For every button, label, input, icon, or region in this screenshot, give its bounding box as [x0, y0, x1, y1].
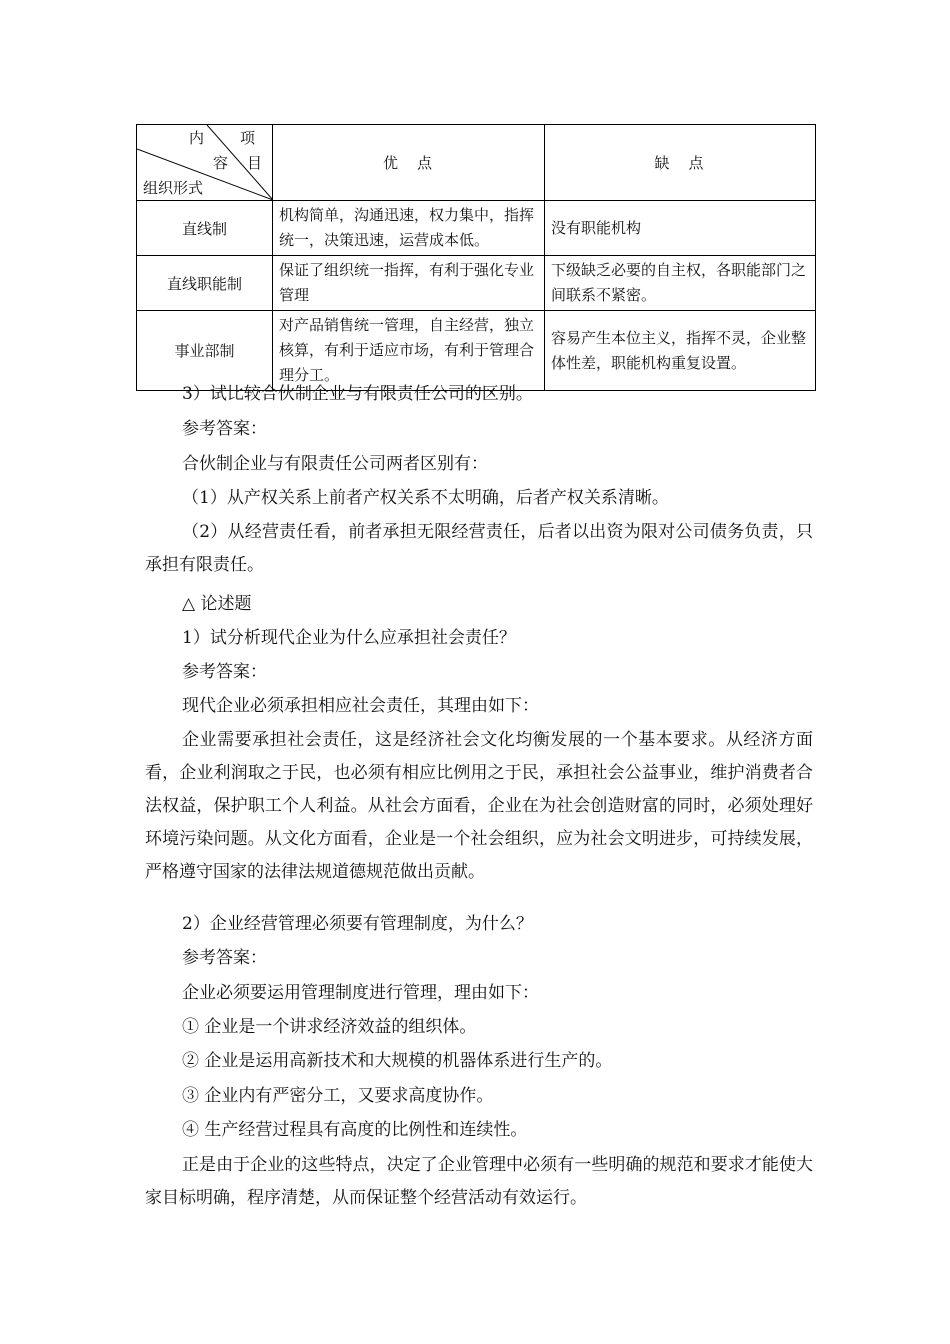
- answer-intro: 合伙制企业与有限责任公司两者区别有：: [182, 454, 488, 474]
- diagonal-header-cell: [137, 125, 273, 201]
- essay-question-1: 1）试分析现代企业为什么应承担社会责任？: [182, 628, 516, 648]
- row-advantages: 对产品销售统一管理，自主经营，独立核算，有利于适应市场，有利于管理合理分工。: [273, 311, 545, 391]
- reason-item-4: ④ 生产经营过程具有高度的比例性和连续性。: [182, 1120, 528, 1140]
- header-advantages: 优 点: [273, 125, 545, 201]
- answer-point-2: （2）从经营责任看，前者承担无限经营责任，后者以出资为限对公司债务负责，只承担有限责任。: [145, 522, 813, 575]
- diag-label-rong: 容: [213, 154, 229, 172]
- diag-label-mu: 目: [247, 154, 263, 172]
- row-disadvantages: 下级缺乏必要的自主权，各职能部门之间联系不紧密。: [545, 256, 816, 311]
- reason-item-3: ③ 企业内有严密分工，又要求高度协作。: [182, 1086, 494, 1106]
- question-3-heading: 3）试比较合伙制企业与有限责任公司的区别。: [182, 384, 533, 404]
- answer-intro: 现代企业必须承担相应社会责任，其理由如下：: [182, 696, 539, 716]
- section-essay-heading: △ 论述题: [182, 594, 252, 614]
- table-row: [137, 256, 816, 311]
- conclusion-paragraph: 正是由于企业的这些特点，决定了企业管理中必须有一些明确的规范和要求才能使大家目标明确，程序清楚，从而保证整个经营活动有效运行。: [145, 1155, 813, 1208]
- diag-label-nei: 内: [189, 129, 205, 147]
- reference-answer-label: 参考答案：: [182, 948, 267, 968]
- answer-intro: 企业必须要运用管理制度进行管理，理由如下：: [182, 983, 539, 1003]
- row-advantages: 保证了组织统一指挥，有利于强化专业管理: [273, 256, 545, 311]
- row-name: 事业部制: [137, 311, 273, 391]
- answer-body-paragraph: 企业需要承担社会责任，这是经济社会文化均衡发展的一个基本要求。从经济方面看，企业利润取之于民，也必须有相应比例用之于民，承担社会公益事业，维护消费者合法权益，保护职工个人利益。从社会方面看，企业在为社会创造财富的同时，必须处理好环境污染问题。从文化方面看，企业是一个社会组织，应为社会文明进步，可持续发展，严格遵守国家的法律法规道德规范做出贡献。: [145, 730, 813, 882]
- reason-item-2: ② 企业是运用高新技术和大规模的机器体系进行生产的。: [182, 1051, 613, 1071]
- reference-answer-label: 参考答案：: [182, 419, 267, 439]
- comparison-table: [136, 124, 816, 391]
- diag-label-xiang: 项: [240, 129, 256, 147]
- row-advantages: 机构简单，沟通迅速，权力集中，指挥统一，决策迅速，运营成本低。: [273, 201, 545, 256]
- row-name: 直线职能制: [137, 256, 273, 311]
- row-name: 直线制: [137, 201, 273, 256]
- reference-answer-label: 参考答案：: [182, 662, 267, 682]
- table-header-row: [137, 125, 816, 201]
- essay-question-2: 2）企业经营管理必须要有管理制度，为什么？: [182, 914, 533, 934]
- row-disadvantages: 没有职能机构: [545, 201, 816, 256]
- table-row: [137, 201, 816, 256]
- header-disadvantages: 缺 点: [545, 125, 816, 201]
- reason-item-1: ① 企业是一个讲求经济效益的组织体。: [182, 1017, 477, 1037]
- row-disadvantages: 容易产生本位主义，指挥不灵，企业整体性差，职能机构重复设置。: [545, 311, 816, 391]
- answer-point-1: （1）从产权关系上前者产权关系不太明确，后者产权关系清晰。: [182, 488, 669, 508]
- diag-label-org-form: 组织形式: [143, 179, 204, 197]
